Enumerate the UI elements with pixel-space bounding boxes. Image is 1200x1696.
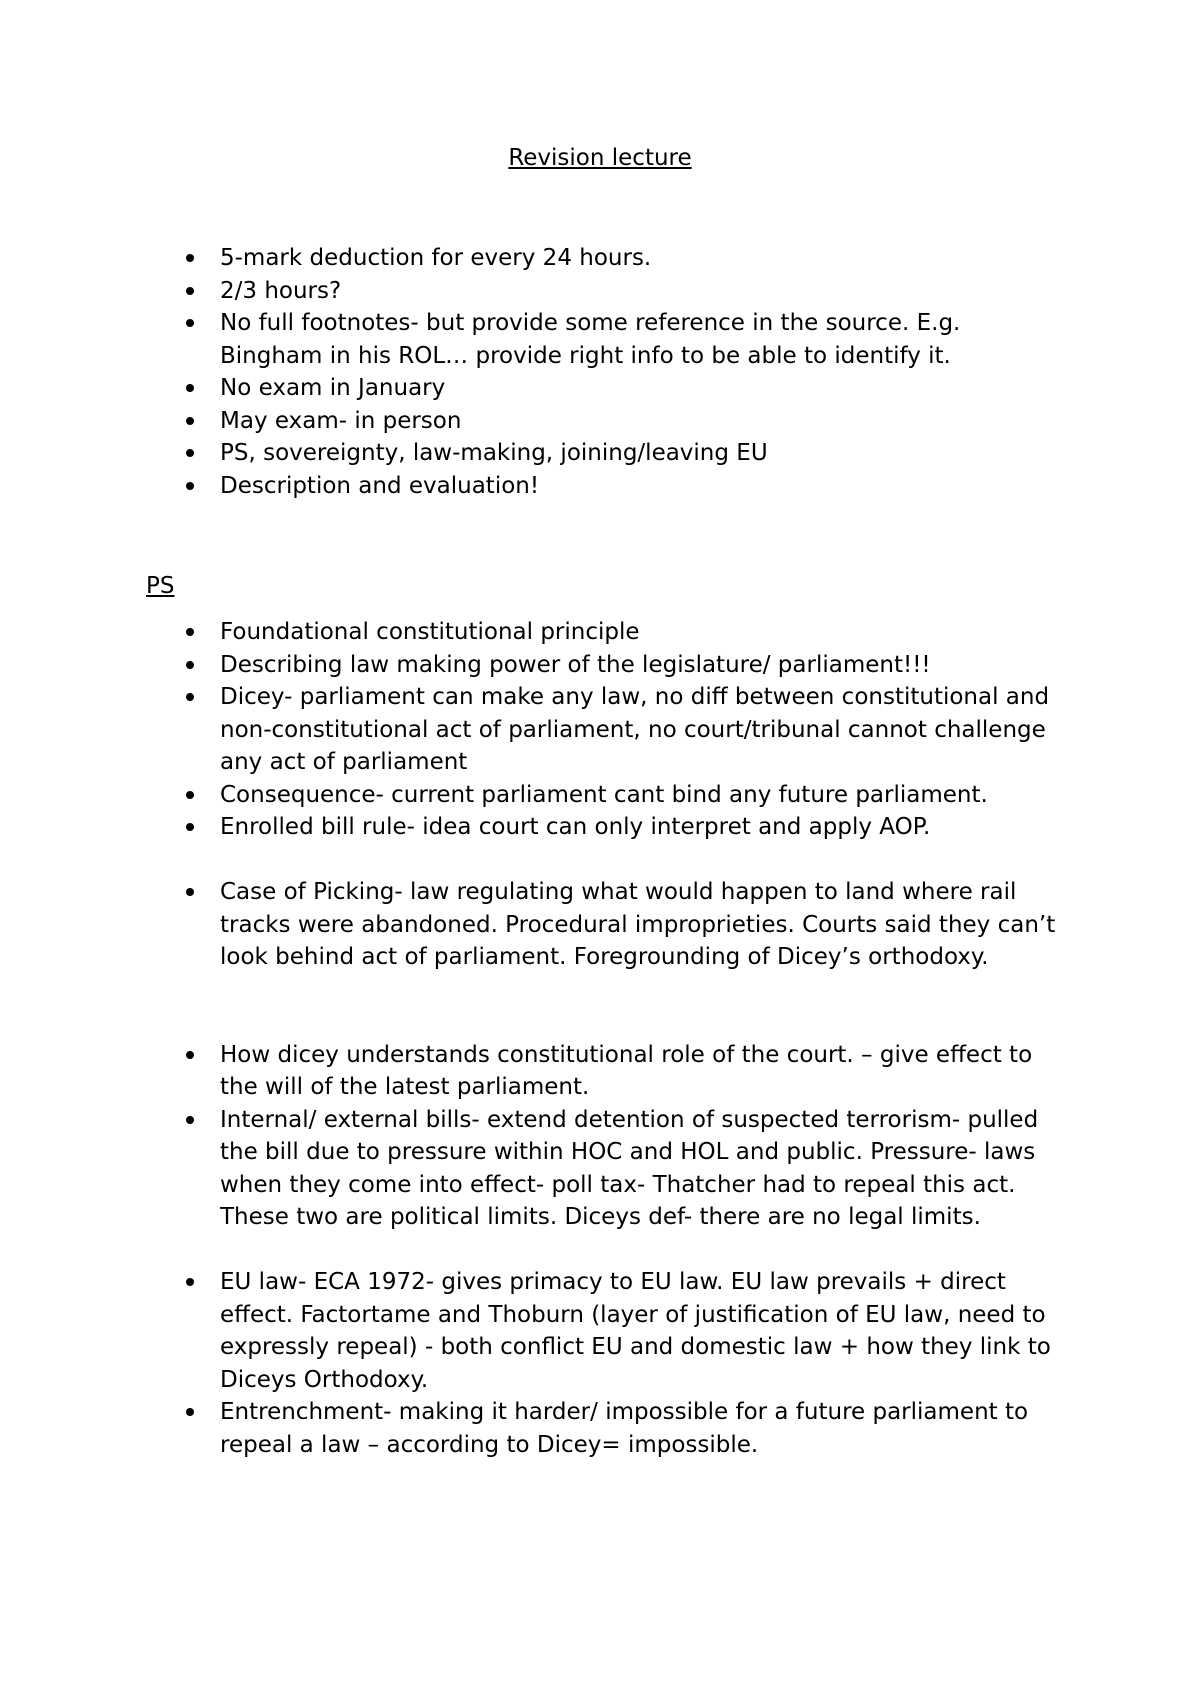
list-item: 5-mark deduction for every 24 hours. bbox=[0, 242, 1200, 275]
list-item: How dicey understands constitutional role of the court. – give effect to the will of the latest parliament. bbox=[0, 1039, 1200, 1104]
list-item: May exam- in person bbox=[0, 405, 1200, 438]
list-item: Dicey- parliament can make any law, no diff between constitutional and non-constitutional act of parliament, no court/tribunal cannot challenge any act of parliament bbox=[0, 681, 1200, 779]
list-item: Enrolled bill rule- idea court can only interpret and apply AOP. bbox=[0, 811, 1200, 844]
document-title: Revision lecture bbox=[508, 145, 692, 171]
section-heading-ps: PS bbox=[146, 573, 175, 599]
list-item: Entrenchment- making it harder/ impossible for a future parliament to repeal a law – according to Dicey= impossible. bbox=[0, 1396, 1200, 1461]
list-item: No full footnotes- but provide some reference in the source. E.g. Bingham in his ROL… provide right info to be able to identify it. bbox=[0, 307, 1200, 372]
ps-bullet-list bbox=[0, 616, 1200, 1461]
list-item: 2/3 hours? bbox=[0, 275, 1200, 308]
list-item: Foundational constitutional principle bbox=[0, 616, 1200, 649]
list-item: PS, sovereignty, law-making, joining/leaving EU bbox=[0, 437, 1200, 470]
list-item: EU law- ECA 1972- gives primacy to EU law. EU law prevails + direct effect. Factortame and Thoburn (layer of justification of EU law, need to expressly repeal) - both conflict EU and domestic law + how they link to Diceys Orthodoxy. bbox=[0, 1266, 1200, 1396]
list-item: No exam in January bbox=[0, 372, 1200, 405]
list-item: Consequence- current parliament cant bind any future parliament. bbox=[0, 779, 1200, 812]
intro-bullet-list bbox=[0, 242, 1200, 502]
list-item: Internal/ external bills- extend detention of suspected terrorism- pulled the bill due to pressure within HOC and HOL and public. Pressure- laws when they come into effect- poll tax- Thatcher had to repeal this act. These two are political limits. Diceys def- there are no legal limits. bbox=[0, 1104, 1200, 1234]
list-item: Description and evaluation! bbox=[0, 470, 1200, 503]
list-item: Describing law making power of the legislature/ parliament!!! bbox=[0, 649, 1200, 682]
list-item: Case of Picking- law regulating what would happen to land where rail tracks were abandoned. Procedural improprieties. Courts said they can’t look behind act of parliament. Foregrounding of Dicey’s orthodoxy. bbox=[0, 876, 1200, 974]
